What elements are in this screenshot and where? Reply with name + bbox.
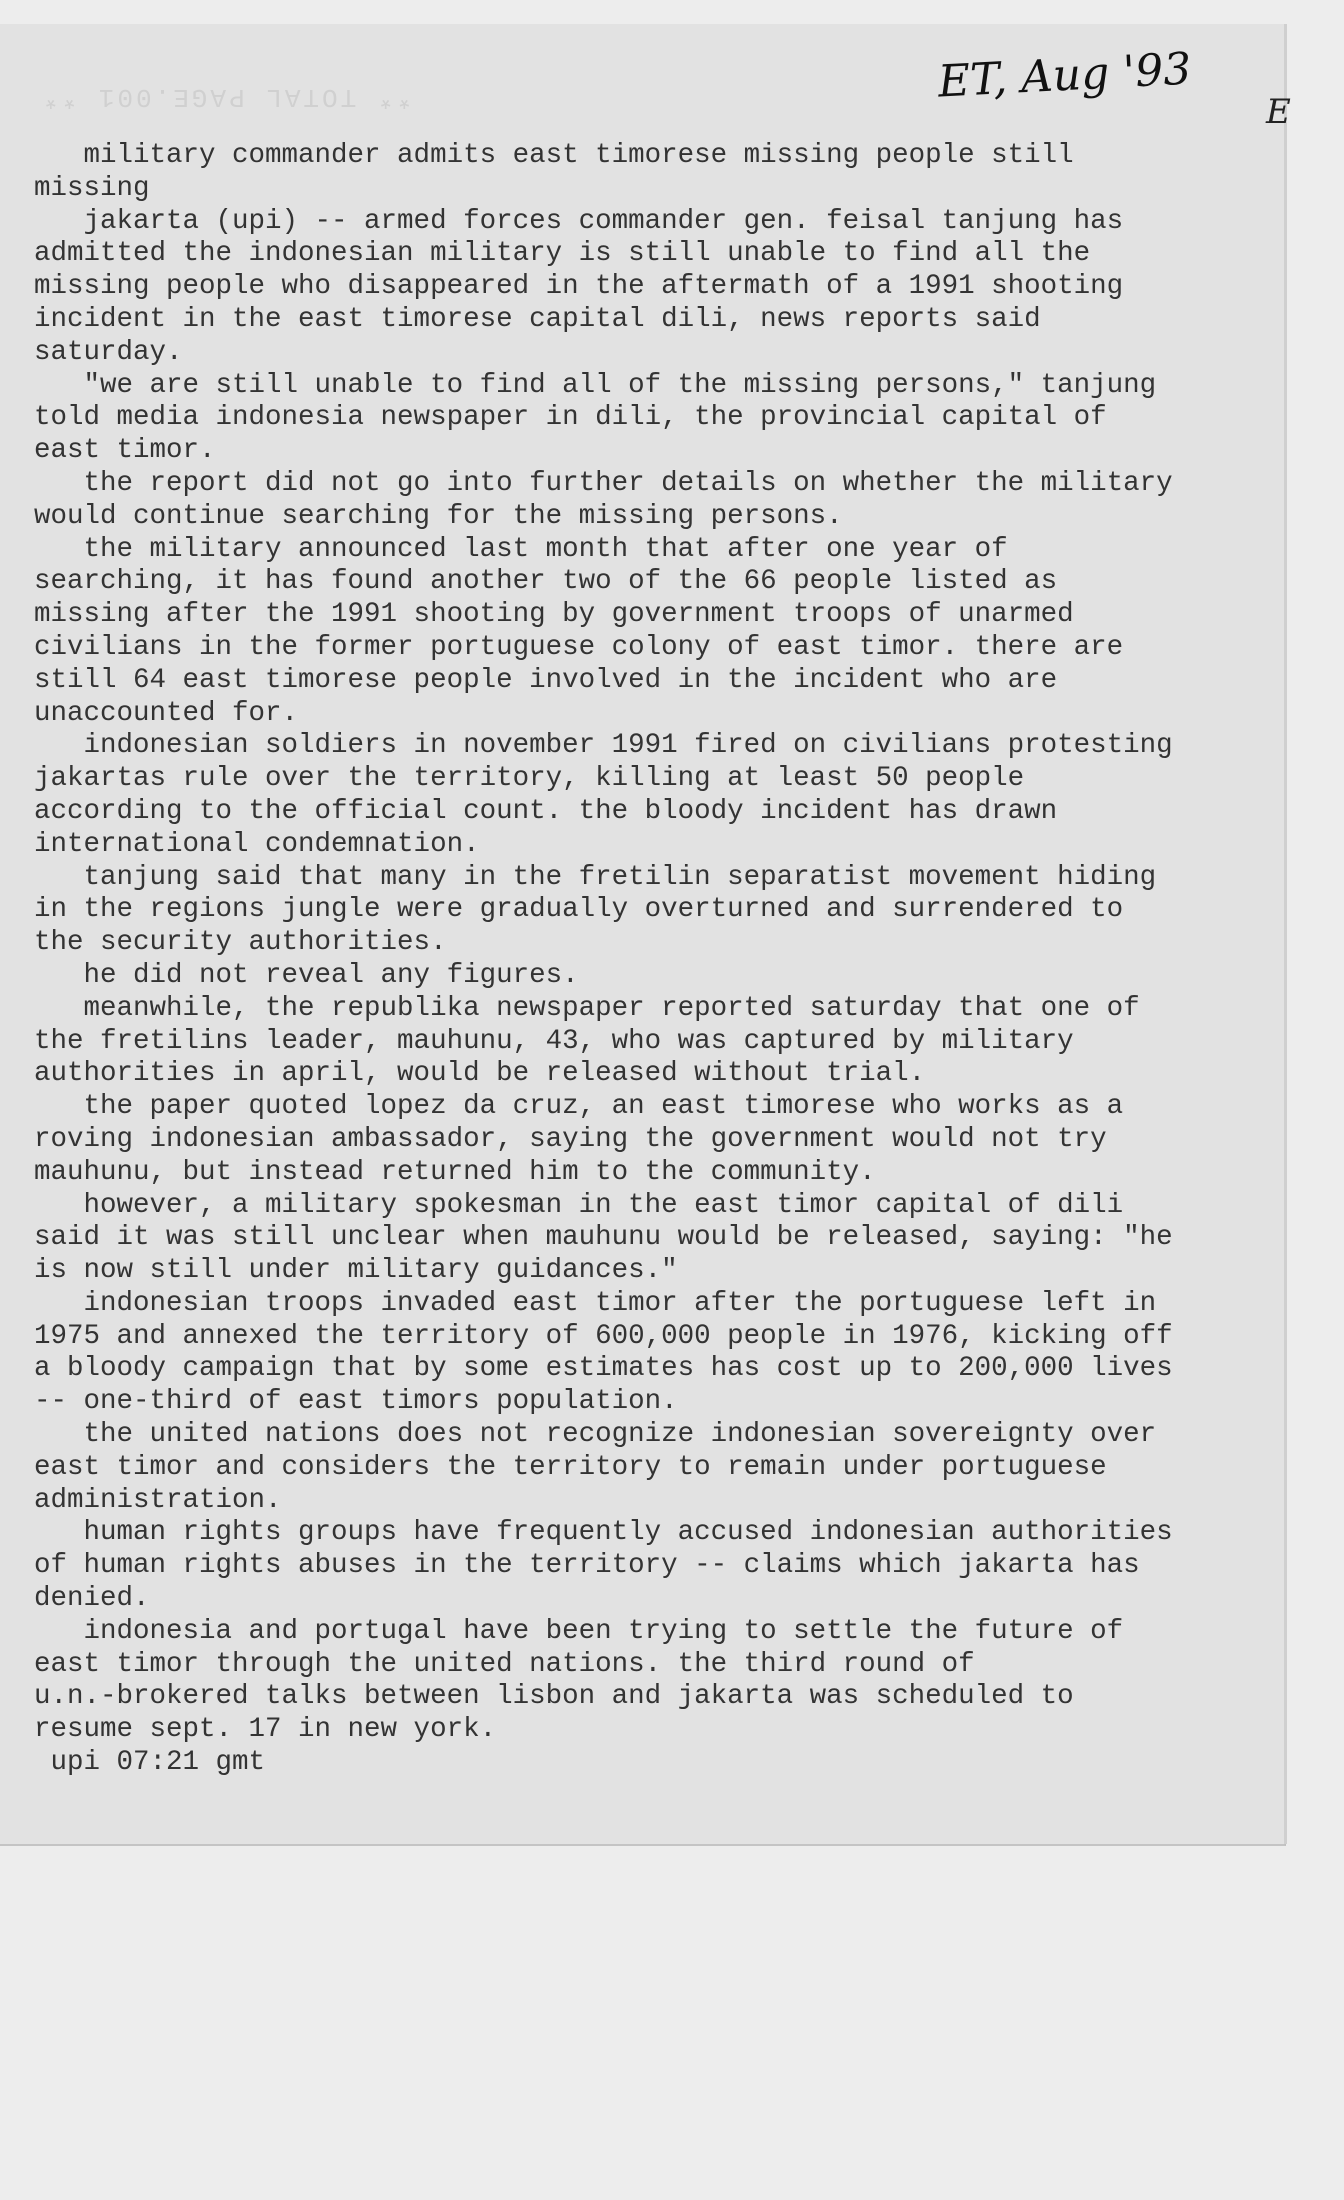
article-line: of human rights abuses in the territory -- claims which jakarta has xyxy=(34,1550,1140,1582)
article-line: administration. xyxy=(34,1484,282,1516)
article-line: told media indonesia newspaper in dili, the provincial capital of xyxy=(34,402,1107,434)
sheet-edge xyxy=(1284,24,1287,1844)
article-line: the fretilins leader, mauhunu, 43, who was captured by military xyxy=(34,1025,1074,1057)
article-line: civilians in the former portuguese colony of east timor. there are xyxy=(34,631,1124,663)
article-line: meanwhile, the republika newspaper reported saturday that one of xyxy=(34,992,1140,1024)
article-line: indonesian soldiers in november 1991 fired on civilians protesting xyxy=(34,730,1173,762)
article-line: he did not reveal any figures. xyxy=(34,959,579,991)
article-line: denied. xyxy=(34,1583,150,1615)
article-line: incident in the east timorese capital dili, news reports said xyxy=(34,303,1041,335)
article-line: admitted the indonesian military is still unable to find all the xyxy=(34,238,1091,270)
article-line: according to the official count. the bloody incident has drawn xyxy=(34,795,1058,827)
article-line: missing people who disappeared in the aftermath of a 1991 shooting xyxy=(34,271,1124,303)
article-line: human rights groups have frequently accused indonesian authorities xyxy=(34,1517,1173,1549)
corner-mark: E xyxy=(1266,92,1291,132)
article-line: the report did not go into further details on whether the military xyxy=(34,467,1173,499)
article-line: still 64 east timorese people involved in the incident who are xyxy=(34,664,1058,696)
article-line: would continue searching for the missing persons. xyxy=(34,500,843,532)
article-line: the security authorities. xyxy=(34,927,447,959)
article-line: 1975 and annexed the territory of 600,000 people in 1976, kicking off xyxy=(34,1320,1173,1352)
news-article xyxy=(34,140,1284,1780)
article-line: however, a military spokesman in the east timor capital of dili xyxy=(34,1189,1124,1221)
article-line: indonesia and portugal have been trying to settle the future of xyxy=(34,1615,1124,1647)
article-line: the military announced last month that after one year of xyxy=(34,533,1008,565)
article-line: said it was still unclear when mauhunu would be released, saying: "he xyxy=(34,1222,1173,1254)
mirrored-fax-footer: ** TOTAL PAGE.001 ** xyxy=(40,82,413,112)
article-line: upi 07:21 gmt xyxy=(34,1747,266,1779)
article-line: saturday. xyxy=(34,336,183,368)
article-line: in the regions jungle were gradually overturned and surrendered to xyxy=(34,894,1124,926)
article-line: jakarta (upi) -- armed forces commander gen. feisal tanjung has xyxy=(34,205,1124,237)
article-line: missing after the 1991 shooting by government troops of unarmed xyxy=(34,599,1074,631)
article-line: east timor and considers the territory to remain under portuguese xyxy=(34,1451,1107,1483)
article-line: resume sept. 17 in new york. xyxy=(34,1714,497,1746)
article-line: jakartas rule over the territory, killing at least 50 people xyxy=(34,763,1025,795)
article-line: the paper quoted lopez da cruz, an east timorese who works as a xyxy=(34,1091,1124,1123)
article-line: searching, it has found another two of the 66 people listed as xyxy=(34,566,1058,598)
article-line: u.n.-brokered talks between lisbon and jakarta was scheduled to xyxy=(34,1681,1074,1713)
handwritten-note: ET, Aug '93 xyxy=(936,43,1193,108)
article-line: mauhunu, but instead returned him to the community. xyxy=(34,1156,876,1188)
article-line: military commander admits east timorese missing people still xyxy=(34,140,1074,171)
article-line: east timor. xyxy=(34,435,216,467)
article-line: a bloody campaign that by some estimates has cost up to 200,000 lives xyxy=(34,1353,1173,1385)
article-line: indonesian troops invaded east timor after the portuguese left in xyxy=(34,1287,1157,1319)
article-line: unaccounted for. xyxy=(34,697,299,729)
article-line: missing xyxy=(34,172,150,204)
article-line: roving indonesian ambassador, saying the government would not try xyxy=(34,1123,1107,1155)
article-line: east timor through the united nations. the third round of xyxy=(34,1648,975,1680)
article-line: the united nations does not recognize indonesian sovereignty over xyxy=(34,1419,1157,1451)
article-line: -- one-third of east timors population. xyxy=(34,1386,678,1418)
article-line: international condemnation. xyxy=(34,828,480,860)
article-line: tanjung said that many in the fretilin separatist movement hiding xyxy=(34,861,1157,893)
article-line: "we are still unable to find all of the missing persons," tanjung xyxy=(34,369,1157,401)
article-line: is now still under military guidances." xyxy=(34,1255,678,1287)
article-line: authorities in april, would be released without trial. xyxy=(34,1058,926,1090)
